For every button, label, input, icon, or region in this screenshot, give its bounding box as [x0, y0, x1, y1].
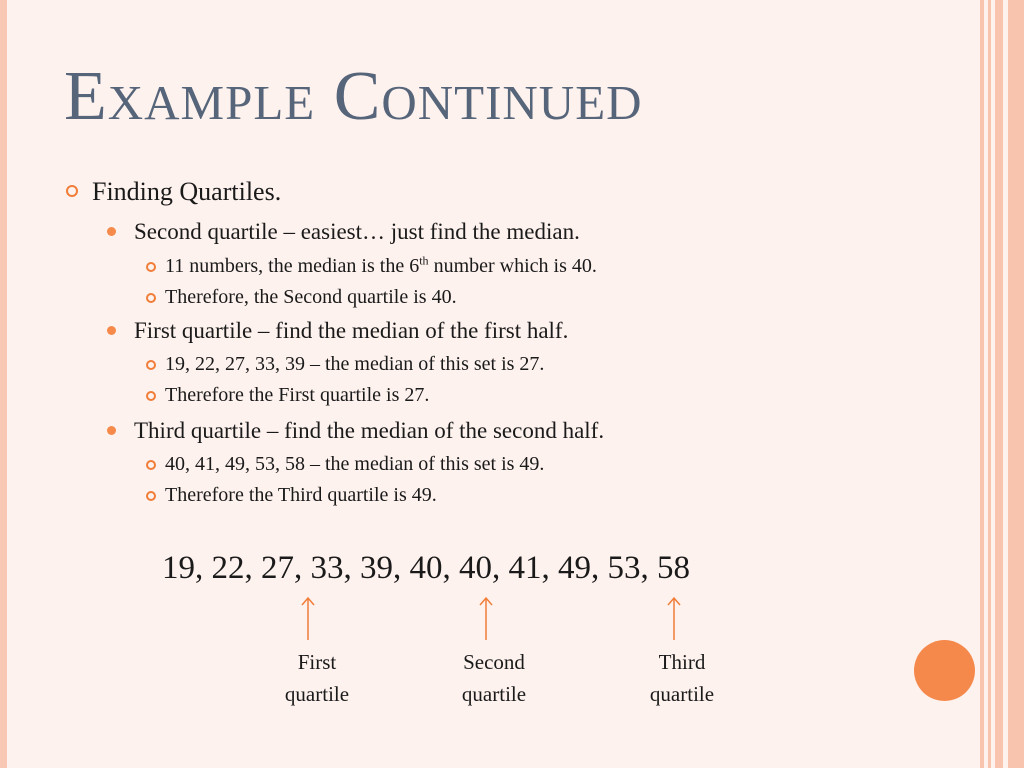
bullet-level3: 19, 22, 27, 33, 39 – the median of this set is 27. — [165, 353, 545, 375]
circle-bullet-icon — [146, 391, 156, 401]
superscript: th — [419, 253, 429, 268]
label-line: quartile — [284, 682, 350, 706]
right-border-stripe — [988, 0, 991, 768]
left-border-stripe — [0, 0, 7, 768]
bullet-level3: Therefore the Third quartile is 49. — [165, 484, 437, 506]
circle-bullet-icon — [146, 293, 156, 303]
bullet-level2: Second quartile – easiest… just find the median. — [134, 219, 580, 244]
bullet-level3: Therefore, the Second quartile is 40. — [165, 286, 457, 308]
circle-bullet-icon — [146, 360, 156, 370]
right-border-stripe — [1008, 0, 1024, 768]
bullet-level1: Finding Quartiles. — [92, 177, 282, 206]
label-line: quartile — [461, 682, 527, 706]
label-line: Second — [463, 650, 525, 674]
bullet-level2: First quartile – find the median of the first half. — [134, 318, 569, 343]
up-arrow-icon — [479, 596, 493, 640]
bullet-level2: Third quartile – find the median of the second half. — [134, 418, 605, 443]
circle-bullet-icon — [146, 262, 156, 272]
circle-bullet-icon — [146, 491, 156, 501]
label-line: First — [297, 650, 337, 674]
dot-bullet-icon — [107, 227, 116, 236]
circle-bullet-icon — [66, 185, 78, 197]
bullet-text: number which is 40. — [428, 255, 597, 277]
dot-bullet-icon — [107, 326, 116, 335]
dot-bullet-icon — [107, 426, 116, 435]
up-arrow-icon — [667, 596, 681, 640]
slide-title: Example Continued — [64, 58, 643, 135]
third-quartile-label — [622, 646, 742, 710]
label-line: Third — [658, 650, 706, 674]
bullet-text: 11 numbers, the median is the 6 — [165, 255, 420, 277]
bullet-level3 — [165, 253, 597, 277]
up-arrow-icon — [301, 596, 315, 640]
first-quartile-label — [257, 646, 377, 710]
right-border-stripe — [980, 0, 984, 768]
bullet-level3: Therefore the First quartile is 27. — [165, 384, 430, 406]
right-border-stripe — [995, 0, 1003, 768]
circle-bullet-icon — [146, 460, 156, 470]
bullet-level3: 40, 41, 49, 53, 58 – the median of this set is 49. — [165, 453, 545, 475]
second-quartile-label — [434, 646, 554, 710]
label-line: quartile — [649, 682, 715, 706]
decorative-circle — [914, 640, 975, 701]
dataset-line: 19, 22, 27, 33, 39, 40, 40, 41, 49, 53, 58 — [162, 550, 690, 586]
